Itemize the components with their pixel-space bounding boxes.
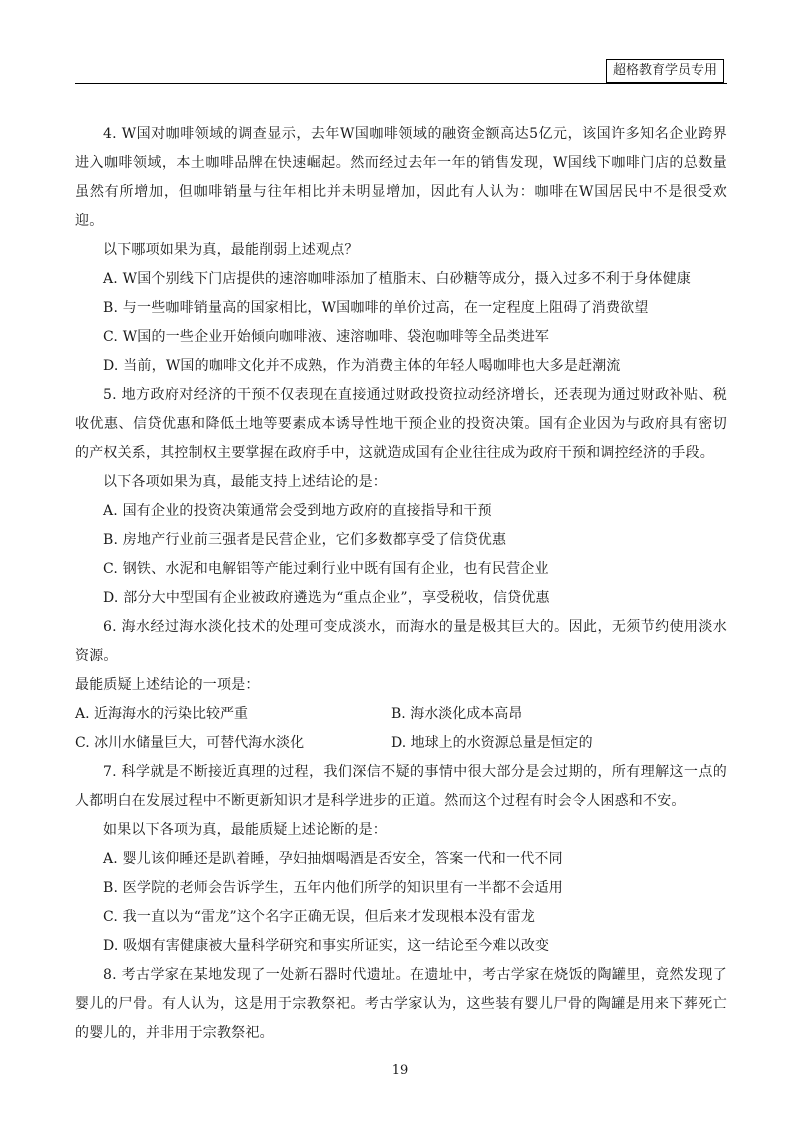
q6-options-row-1: [75, 700, 727, 729]
q5-option-a: A. 国有企业的投资决策通常会受到地方政府的直接指导和干预: [103, 503, 492, 519]
header-badge: 超格教育学员专用: [606, 59, 724, 83]
q7-option-b: B. 医学院的老师会告诉学生，五年内他们所学的知识里有一半都不会适用: [103, 880, 563, 896]
q7-stem: 7. 科学就是不断接近真理的过程，我们深信不疑的事情中很大部分是会过期的，所有理解这一点的人都明白在发展过程中不断更新知识才是科学进步的正道。然而这个过程有时会令人困惑和不安。: [75, 764, 727, 809]
q7-option-d: D. 吸烟有害健康被大量科学研究和事实所证实，这一结论至今难以改变: [103, 938, 550, 954]
q5-stem: 5. 地方政府对经济的干预不仅表现在直接通过财政投资拉动经济增长，还表现为通过财政补贴、税收优惠、信贷优惠和降低土地等要素成本诱导性地干预企业的投资决策。国有企业因为与政府具有密切的产权关系，其控制权主要掌握在政府手中，这就造成国有企业往往成为政府干预和调控经济的手段。: [75, 387, 727, 461]
q4-prompt: 以下哪项如果为真，最能削弱上述观点？: [103, 242, 359, 258]
header-rule: [75, 83, 727, 84]
q6-prompt: 最能质疑上述结论的一项是：: [75, 677, 260, 693]
q7-option-c: C. 我一直以为“雷龙”这个名字正确无误，但后来才发现根本没有雷龙: [103, 909, 536, 925]
q6-options-row-2: [75, 729, 727, 758]
q4-option-d: D. 当前，W国的咖啡文化并不成熟，作为消费主体的年轻人喝咖啡也大多是赶潮流: [103, 358, 621, 374]
q4-option-c: C. W国的一些企业开始倾向咖啡液、速溶咖啡、袋泡咖啡等全品类进军: [103, 329, 550, 345]
q8-stem: 8. 考古学家在某地发现了一处新石器时代遗址。在遗址中，考古学家在烧饭的陶罐里，竟然发现了婴儿的尸骨。有人认为，这是用于宗教祭祀。考古学家认为，这些装有婴儿尸骨的陶罐是用来下葬死亡的婴儿的，并非用于宗教祭祀。: [75, 967, 727, 1041]
q4-option-a: A. W国个别线下门店提供的速溶咖啡添加了植脂末、白砂糖等成分，摄入过多不利于身体健康: [103, 271, 691, 287]
q6-option-b: B. 海水淡化成本高昂: [391, 706, 523, 722]
q6-option-d: D. 地球上的水资源总量是恒定的: [391, 735, 593, 751]
page-number: 19: [391, 1063, 409, 1078]
q6-stem: 6. 海水经过海水淡化技术的处理可变成淡水，而海水的量是极其巨大的。因此，无须节约使用淡水资源。: [75, 619, 727, 664]
q7-option-a: A. 婴儿该仰睡还是趴着睡，孕妇抽烟喝酒是否安全，答案一代和一代不同: [103, 851, 563, 867]
q6-option-c: C. 冰川水储量巨大，可替代海水淡化: [75, 735, 305, 751]
q5-prompt: 以下各项如果为真，最能支持上述结论的是：: [103, 474, 387, 490]
q4-option-b: B. 与一些咖啡销量高的国家相比，W国咖啡的单价过高，在一定程度上阻碍了消费欲望: [103, 300, 649, 316]
q5-option-c: C. 钢铁、水泥和电解铝等产能过剩行业中既有国有企业，也有民营企业: [103, 561, 549, 577]
q6-option-a: A. 近海海水的污染比较严重: [75, 706, 249, 722]
q4-stem: 4. W国对咖啡领域的调查显示，去年W国咖啡领域的融资金额高达5亿元，该国许多知名企业跨界进入咖啡领域，本土咖啡品牌在快速崛起。然而经过去年一年的销售发现，W国线下咖啡门店的总数量虽然有所增加，但咖啡销量与往年相比并未明显增加，因此有人认为：咖啡在W国居民中不是很受欢迎。: [75, 126, 727, 229]
page-content: [75, 120, 727, 1048]
q7-prompt: 如果以下各项为真，最能质疑上述论断的是：: [103, 822, 387, 838]
q5-option-b: B. 房地产行业前三强者是民营企业，它们多数都享受了信贷优惠: [103, 532, 507, 548]
q5-option-d: D. 部分大中型国有企业被政府遴选为“重点企业”，享受税收，信贷优惠: [103, 590, 550, 606]
